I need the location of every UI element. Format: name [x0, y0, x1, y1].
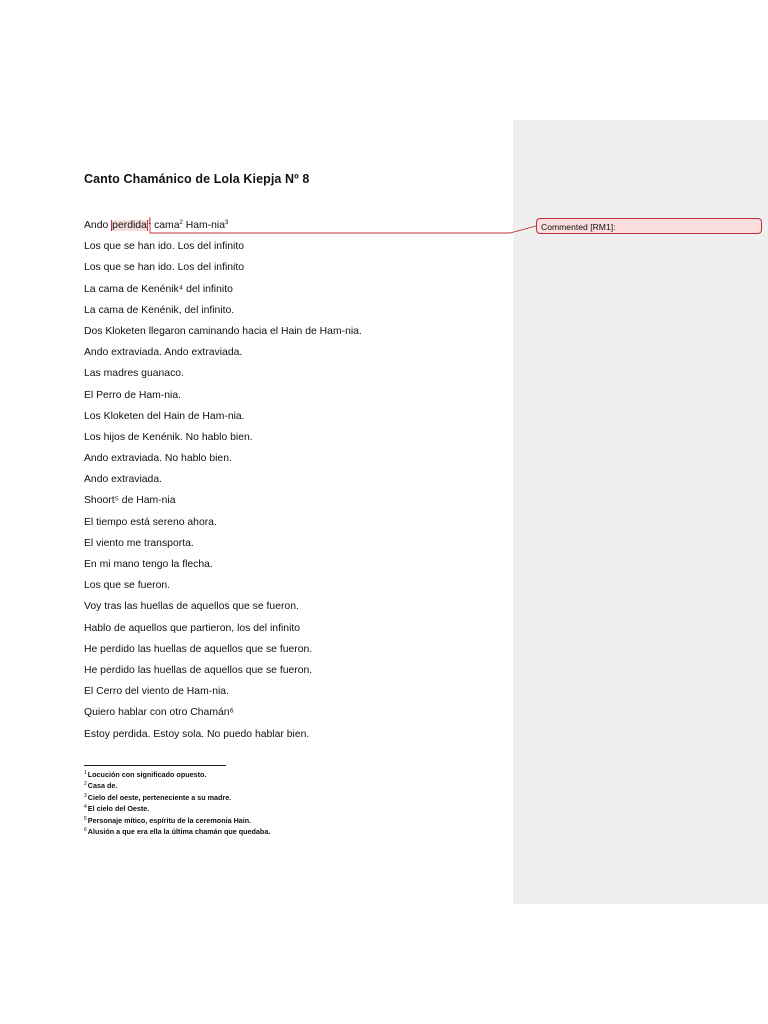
poem-line: He perdido las huellas de aquellos que se fueron. — [84, 664, 313, 676]
footnote-text: Locución con significado opuesto. — [87, 770, 207, 779]
poem-line: Los que se fueron. — [84, 580, 171, 592]
poem-line: Shoort⁵ de Ham-nia — [84, 495, 176, 507]
poem-line: Ando extraviada. No hablo bien. — [84, 453, 232, 465]
footnote-number: 4 — [84, 804, 87, 811]
poem-line: Las madres guanaco. — [84, 368, 184, 380]
poem-line: El viento me transporta. — [84, 537, 194, 549]
footnote-number: 2 — [84, 781, 87, 788]
poem-line: Los Kloketen del Hain de Ham-nia. — [84, 410, 245, 422]
footnote-text: Personaje mítico, espíritu de la ceremonia Hain. — [87, 815, 252, 825]
footnote-number: 6 — [84, 826, 87, 833]
footnote-ref-1[interactable]: 1 — [147, 220, 152, 226]
footnote-number: 5 — [84, 815, 87, 822]
footnote-item — [84, 792, 270, 803]
poem-line: Ando extraviada. Ando extraviada. — [84, 347, 243, 359]
document-title: Canto Chamánico de Lola Kiepja Nº 8 — [84, 172, 310, 186]
footnote-number: 3 — [84, 792, 87, 799]
poem-line: El tiempo está sereno ahora. — [84, 516, 217, 528]
poem-line: El Perro de Ham-nia. — [84, 389, 182, 401]
poem-line: La cama de Kenénik⁴ del infinito — [84, 283, 233, 295]
poem-line: En mi mano tengo la flecha. — [84, 559, 213, 570]
footnote-ref-3[interactable]: 3 — [225, 220, 229, 226]
footnote-text: Alusión a que era ella la última chamán que quedaba. — [87, 826, 271, 836]
footnote-item — [84, 780, 270, 791]
comments-margin-pane — [513, 120, 768, 904]
footnote-item — [84, 826, 270, 837]
word-ando: Ando — [84, 220, 109, 231]
poem-line: Los que se han ido. Los del infinito — [84, 262, 245, 274]
footnote-item — [84, 815, 270, 826]
poem-line-1 — [84, 218, 362, 239]
poem-line: Los hijos de Kenénik. No hablo bien. — [84, 431, 253, 443]
comment-label: Commented [RM1]: — [541, 222, 616, 232]
footnote-number: 1 — [84, 770, 87, 776]
footnote-text: El cielo del Oeste. — [87, 804, 150, 814]
commented-word-highlight[interactable]: perdida — [112, 220, 147, 231]
footnote-item — [84, 769, 270, 780]
poem-line: He perdido las huellas de aquellos que se fueron. — [84, 643, 313, 655]
footnotes — [84, 769, 270, 837]
poem-line: La cama de Kenénik, del infinito. — [84, 304, 235, 316]
poem-line: Quiero hablar con otro Chamán⁶ — [84, 707, 234, 719]
word-ham-nia: Ham-nia — [185, 220, 225, 231]
footnote-item — [84, 803, 270, 814]
poem-line: Hablo de aquellos que partieron, los del infinito — [84, 622, 301, 634]
poem-line: Ando extraviada. — [84, 474, 162, 486]
comment-balloon[interactable] — [536, 218, 762, 234]
footnote-text: Cielo del oeste, perteneciente a su madre. — [87, 792, 232, 802]
word-cama: cama — [154, 220, 180, 231]
poem-body — [84, 218, 362, 748]
poem-line: Dos Kloketen llegaron caminando hacia el Hain de Ham-nia. — [84, 325, 362, 337]
poem-line: Los que se han ido. Los del infinito — [84, 241, 245, 253]
poem-line: Estoy perdida. Estoy sola. No puedo hablar bien. — [84, 728, 310, 740]
poem-line: Voy tras las huellas de aquellos que se fueron. — [84, 601, 299, 613]
poem-line: El Cerro del viento de Ham-nia. — [84, 686, 229, 698]
footnote-text: Casa de. — [87, 781, 118, 791]
footnote-ref-2[interactable]: 2 — [179, 220, 183, 226]
footnote-separator — [84, 765, 226, 766]
